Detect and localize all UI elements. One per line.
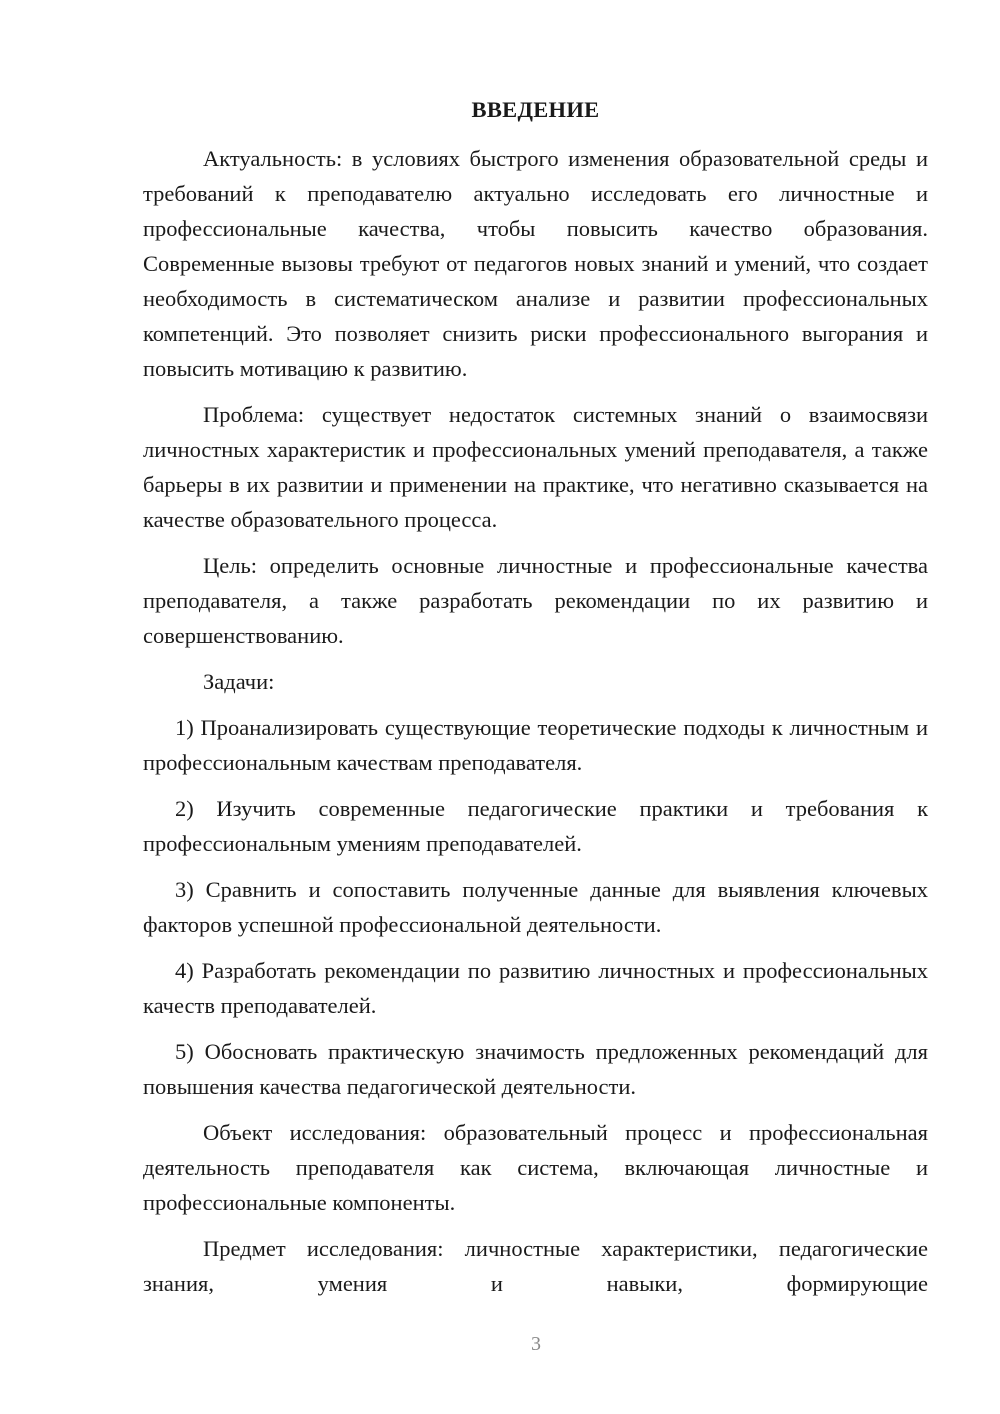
tasks-heading: Задачи:	[203, 669, 275, 694]
page-number: 3	[531, 1333, 541, 1355]
goal-paragraph: Цель: определить основные личностные и профессиональные качества преподавателя, а также разработать рекомендации по их развитию и совершенствованию.	[143, 553, 928, 648]
task-item-4: 4) Разработать рекомендации по развитию личностных и профессиональных качеств преподавателей.	[143, 958, 928, 1018]
problem-paragraph: Проблема: существует недостаток системных знаний о взаимосвязи личностных характеристик и профессиональных умений преподавателя, а также барьеры в их развитии и применении на практике, что негативно сказывается на качестве образовательного процесса.	[143, 402, 928, 532]
relevance-paragraph: Актуальность: в условиях быстрого изменения образовательной среды и требований к преподавателю актуально исследовать его личностные и профессиональные качества, чтобы повысить качество образования. Современные вызовы требуют от педагогов новых знаний и умений, что создает необходимость в систематическом анализе и развитии профессиональных компетенций. Это позволяет снизить риски профессионального выгорания и повысить мотивацию к развитию.	[143, 146, 928, 381]
task-item-2: 2) Изучить современные педагогические практики и требования к профессиональным умениям преподавателей.	[143, 796, 928, 856]
subject-paragraph: Предмет исследования: личностные характеристики, педагогические знания, умения и навыки, формирующие	[143, 1236, 928, 1296]
page-title: ВВЕДЕНИЕ	[471, 97, 600, 122]
object-paragraph: Объект исследования: образовательный процесс и профессиональная деятельность преподавателя как система, включающая личностные и профессиональные компоненты.	[143, 1120, 928, 1215]
task-item-1: 1) Проанализировать существующие теоретические подходы к личностным и профессиональным качествам преподавателя.	[143, 715, 928, 775]
task-item-3: 3) Сравнить и сопоставить полученные данные для выявления ключевых факторов успешной профессиональной деятельности.	[143, 877, 928, 937]
task-item-5: 5) Обосновать практическую значимость предложенных рекомендаций для повышения качества педагогической деятельности.	[143, 1039, 928, 1099]
page-content	[143, 92, 928, 1312]
